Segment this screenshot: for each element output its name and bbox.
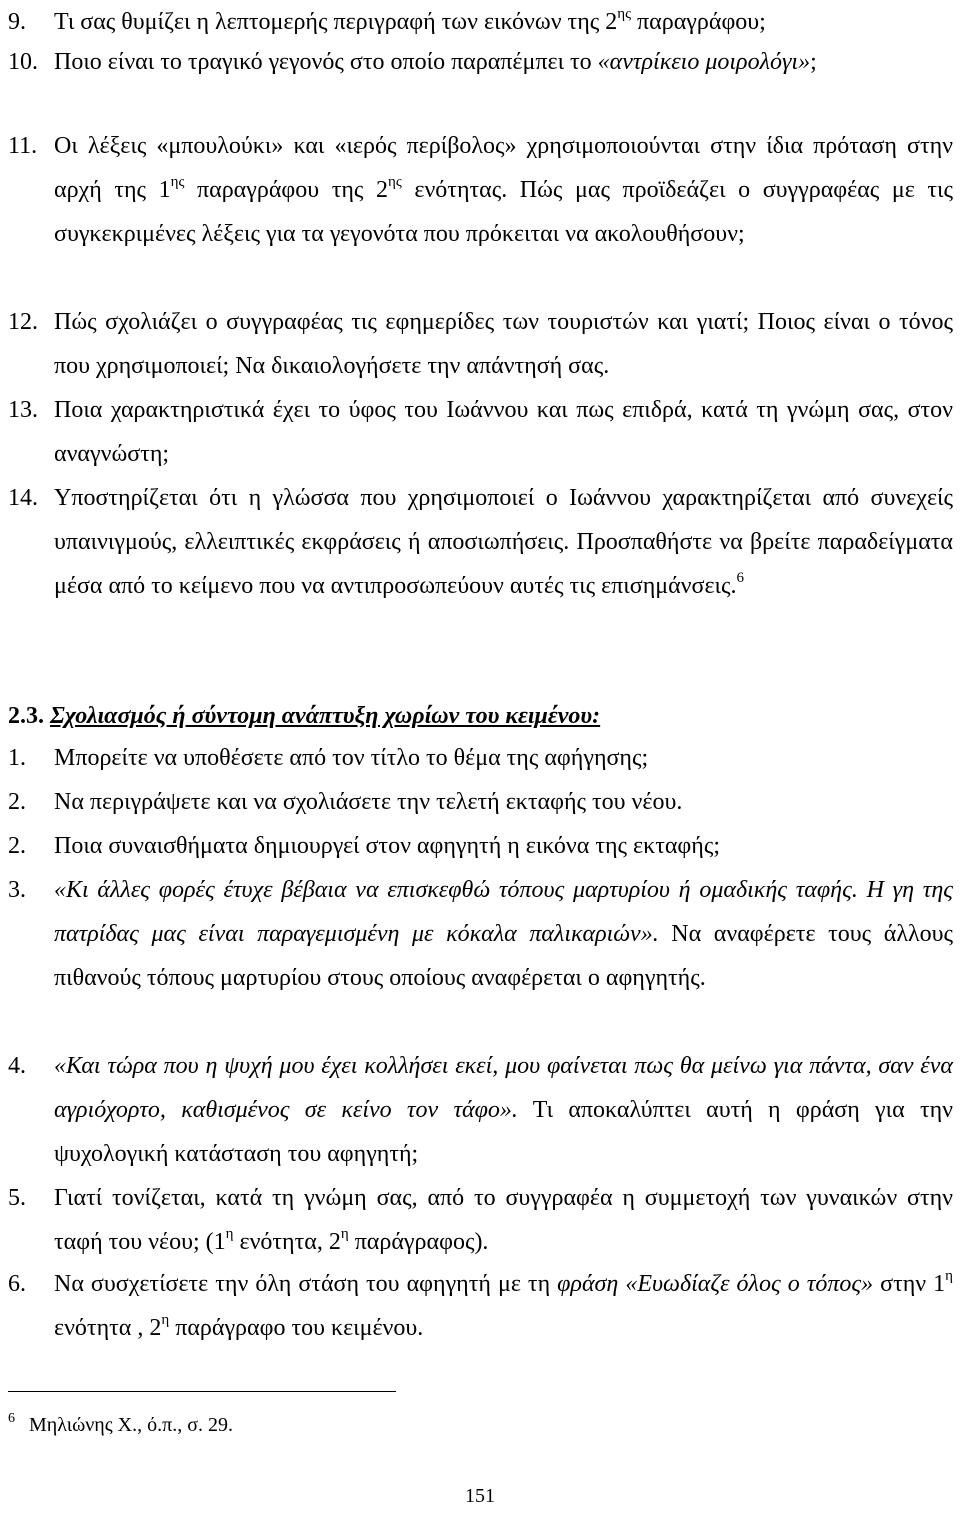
- text-run: ενότητα, 2: [233, 1229, 341, 1255]
- exercise-number: 2.: [8, 833, 26, 859]
- superscript: η: [340, 1226, 349, 1242]
- exercise-text: [54, 1262, 953, 1350]
- footnote-separator: [8, 1391, 396, 1392]
- exercise-number: 3.: [8, 877, 26, 903]
- question-number: 12.: [8, 309, 38, 335]
- exercise-text: [54, 868, 953, 1000]
- exercise-text: [54, 780, 953, 824]
- exercise-text: [54, 824, 953, 868]
- exercise-text: [54, 1044, 953, 1176]
- question-14: [8, 476, 953, 608]
- superscript: η: [225, 1226, 234, 1242]
- text-run: παράγραφος).: [348, 1229, 489, 1255]
- question-13: [8, 388, 953, 476]
- question-12: [8, 300, 953, 388]
- question-text: [54, 124, 953, 256]
- exercise-6: [8, 1262, 953, 1350]
- text-run: στην 1: [873, 1271, 946, 1297]
- question-number: 13.: [8, 397, 38, 423]
- italic-run: «Κι άλλες φορές έτυχε βέβαια να επισκεφθώ τόπους μαρτυρίου ή ομαδικής ταφής. Η γη της πατρίδας μας είναι παραγεμισμένη με κόκαλα παλικαριών».: [54, 877, 953, 947]
- italic-run: «αντρίκειο μοιρολόγι»: [597, 49, 811, 75]
- text-run: Τι σας θυμίζει η λεπτομερής περιγραφή των εικόνων της 2: [54, 9, 618, 35]
- text-run: Να αναφέρετε τους άλλους πιθανούς τόπους μαρτυρίου στους οποίους αναφέρεται ο αφηγητής.: [54, 921, 953, 991]
- superscript: η: [945, 1268, 954, 1284]
- text-run: ενότητας. Πώς μας προϊδεάζει ο συγγραφέας με τις συγκεκριμένες λέξεις για τα γεγονότα που πρόκειται να ακολουθήσουν;: [54, 177, 953, 247]
- footnote: [8, 1403, 233, 1447]
- text-run: ;: [810, 49, 817, 75]
- text-run: Να συσχετίσετε την όλη στάση του αφηγητή με τη: [54, 1271, 558, 1297]
- question-9: [8, 0, 953, 44]
- text-run: Οι λέξεις «μπουλούκι» και «ιερός περίβολος» χρησιμοποιούνται στην ίδια πρόταση στην αρχή της 1: [54, 133, 953, 203]
- question-number: 9.: [8, 9, 26, 35]
- page-number: 151: [465, 1485, 495, 1507]
- superscript: ης: [388, 174, 402, 190]
- question-text: [54, 388, 953, 476]
- question-text: [54, 40, 953, 84]
- question-text: [54, 476, 953, 608]
- superscript: ης: [170, 174, 185, 190]
- text-run: Να περιγράψετε και να σχολιάσετε την τελετή εκταφής του νέου.: [54, 789, 683, 815]
- question-text: [54, 0, 953, 44]
- superscript: 6: [736, 570, 745, 586]
- text-run: παραγράφου;: [631, 9, 766, 35]
- exercise-number: 5.: [8, 1185, 26, 1211]
- section-title: Σχολιασμός ή σύντομη ανάπτυξη χωρίων του κειμένου:: [50, 703, 601, 729]
- text-run: ενότητα , 2: [54, 1315, 162, 1341]
- question-text: [54, 300, 953, 388]
- exercise-text: [54, 1176, 953, 1264]
- italic-run: φράση «Ευωδίαζε όλος ο τόπος»: [557, 1271, 874, 1297]
- exercise-4: [8, 1044, 953, 1176]
- superscript: η: [161, 1312, 170, 1328]
- section-number: 2.3.: [8, 703, 44, 729]
- exercise-number: 6.: [8, 1271, 26, 1297]
- exercise-3: [8, 868, 953, 1000]
- question-number: 10.: [8, 49, 38, 75]
- superscript: ης: [617, 6, 632, 22]
- text-run: Ποια συναισθήματα δημιουργεί στον αφηγητή η εικόνα της εκταφής;: [54, 833, 720, 859]
- text-run: Τι αποκαλύπτει αυτή η φράση για την ψυχολογική κατάσταση του αφηγητή;: [54, 1097, 954, 1167]
- exercise-2a: [8, 780, 953, 824]
- section-heading: [8, 694, 600, 738]
- text-run: Ποια χαρακτηριστικά έχει το ύφος του Ιωάννου και πως επιδρά, κατά τη γνώμη σας, στον αναγνώστη;: [54, 397, 953, 467]
- text-run: Υποστηρίζεται ότι η γλώσσα που χρησιμοποιεί ο Ιωάννου χαρακτηρίζεται από συνεχείς υπαινιγμούς, ελλειπτικές εκφράσεις ή αποσιωπήσεις. Προσπαθήστε να βρείτε παραδείγματα μέσα από το κείμενο που να αντιπροσωπεύουν αυτές τις επισημάνσεις.: [54, 485, 953, 599]
- text-run: Ποιο είναι το τραγικό γεγονός στο οποίο παραπέμπει το: [54, 49, 598, 75]
- exercise-number: 1.: [8, 745, 26, 771]
- text-run: Πώς σχολιάζει ο συγγραφέας τις εφημερίδες των τουριστών και γιατί; Ποιος είναι ο τόνος που χρησιμοποιεί; Να δικαιολογήσετε την απάντησή σας.: [54, 309, 953, 379]
- exercise-text: [54, 736, 953, 780]
- footnote-text: Μηλιώνης Χ., ό.π., σ. 29.: [29, 1414, 233, 1436]
- question-10: [8, 40, 953, 84]
- text-run: παράγραφο του κειμένου.: [169, 1315, 424, 1341]
- footnote-marker: 6: [8, 1411, 15, 1426]
- question-number: 11.: [8, 133, 38, 159]
- exercise-2b: [8, 824, 953, 868]
- exercise-number: 4.: [8, 1053, 26, 1079]
- text-run: παραγράφου της 2: [184, 177, 388, 203]
- italic-run: «Και τώρα που η ψυχή μου έχει κολλήσει εκεί, μου φαίνεται πως θα μείνω για πάντα, σαν ένα αγριόχορτο, καθισμένος σε κείνο τον τάφο».: [54, 1053, 953, 1123]
- question-number: 14.: [8, 485, 38, 511]
- text-run: Μπορείτε να υποθέσετε από τον τίτλο το θέμα της αφήγησης;: [54, 745, 649, 771]
- text-run: Γιατί τονίζεται, κατά τη γνώμη σας, από το συγγραφέα η συμμετοχή των γυναικών στην ταφή του νέου; (1: [54, 1185, 953, 1255]
- exercise-1: [8, 736, 953, 780]
- question-11: [8, 124, 953, 256]
- exercise-5: [8, 1176, 953, 1264]
- exercise-number: 2.: [8, 789, 26, 815]
